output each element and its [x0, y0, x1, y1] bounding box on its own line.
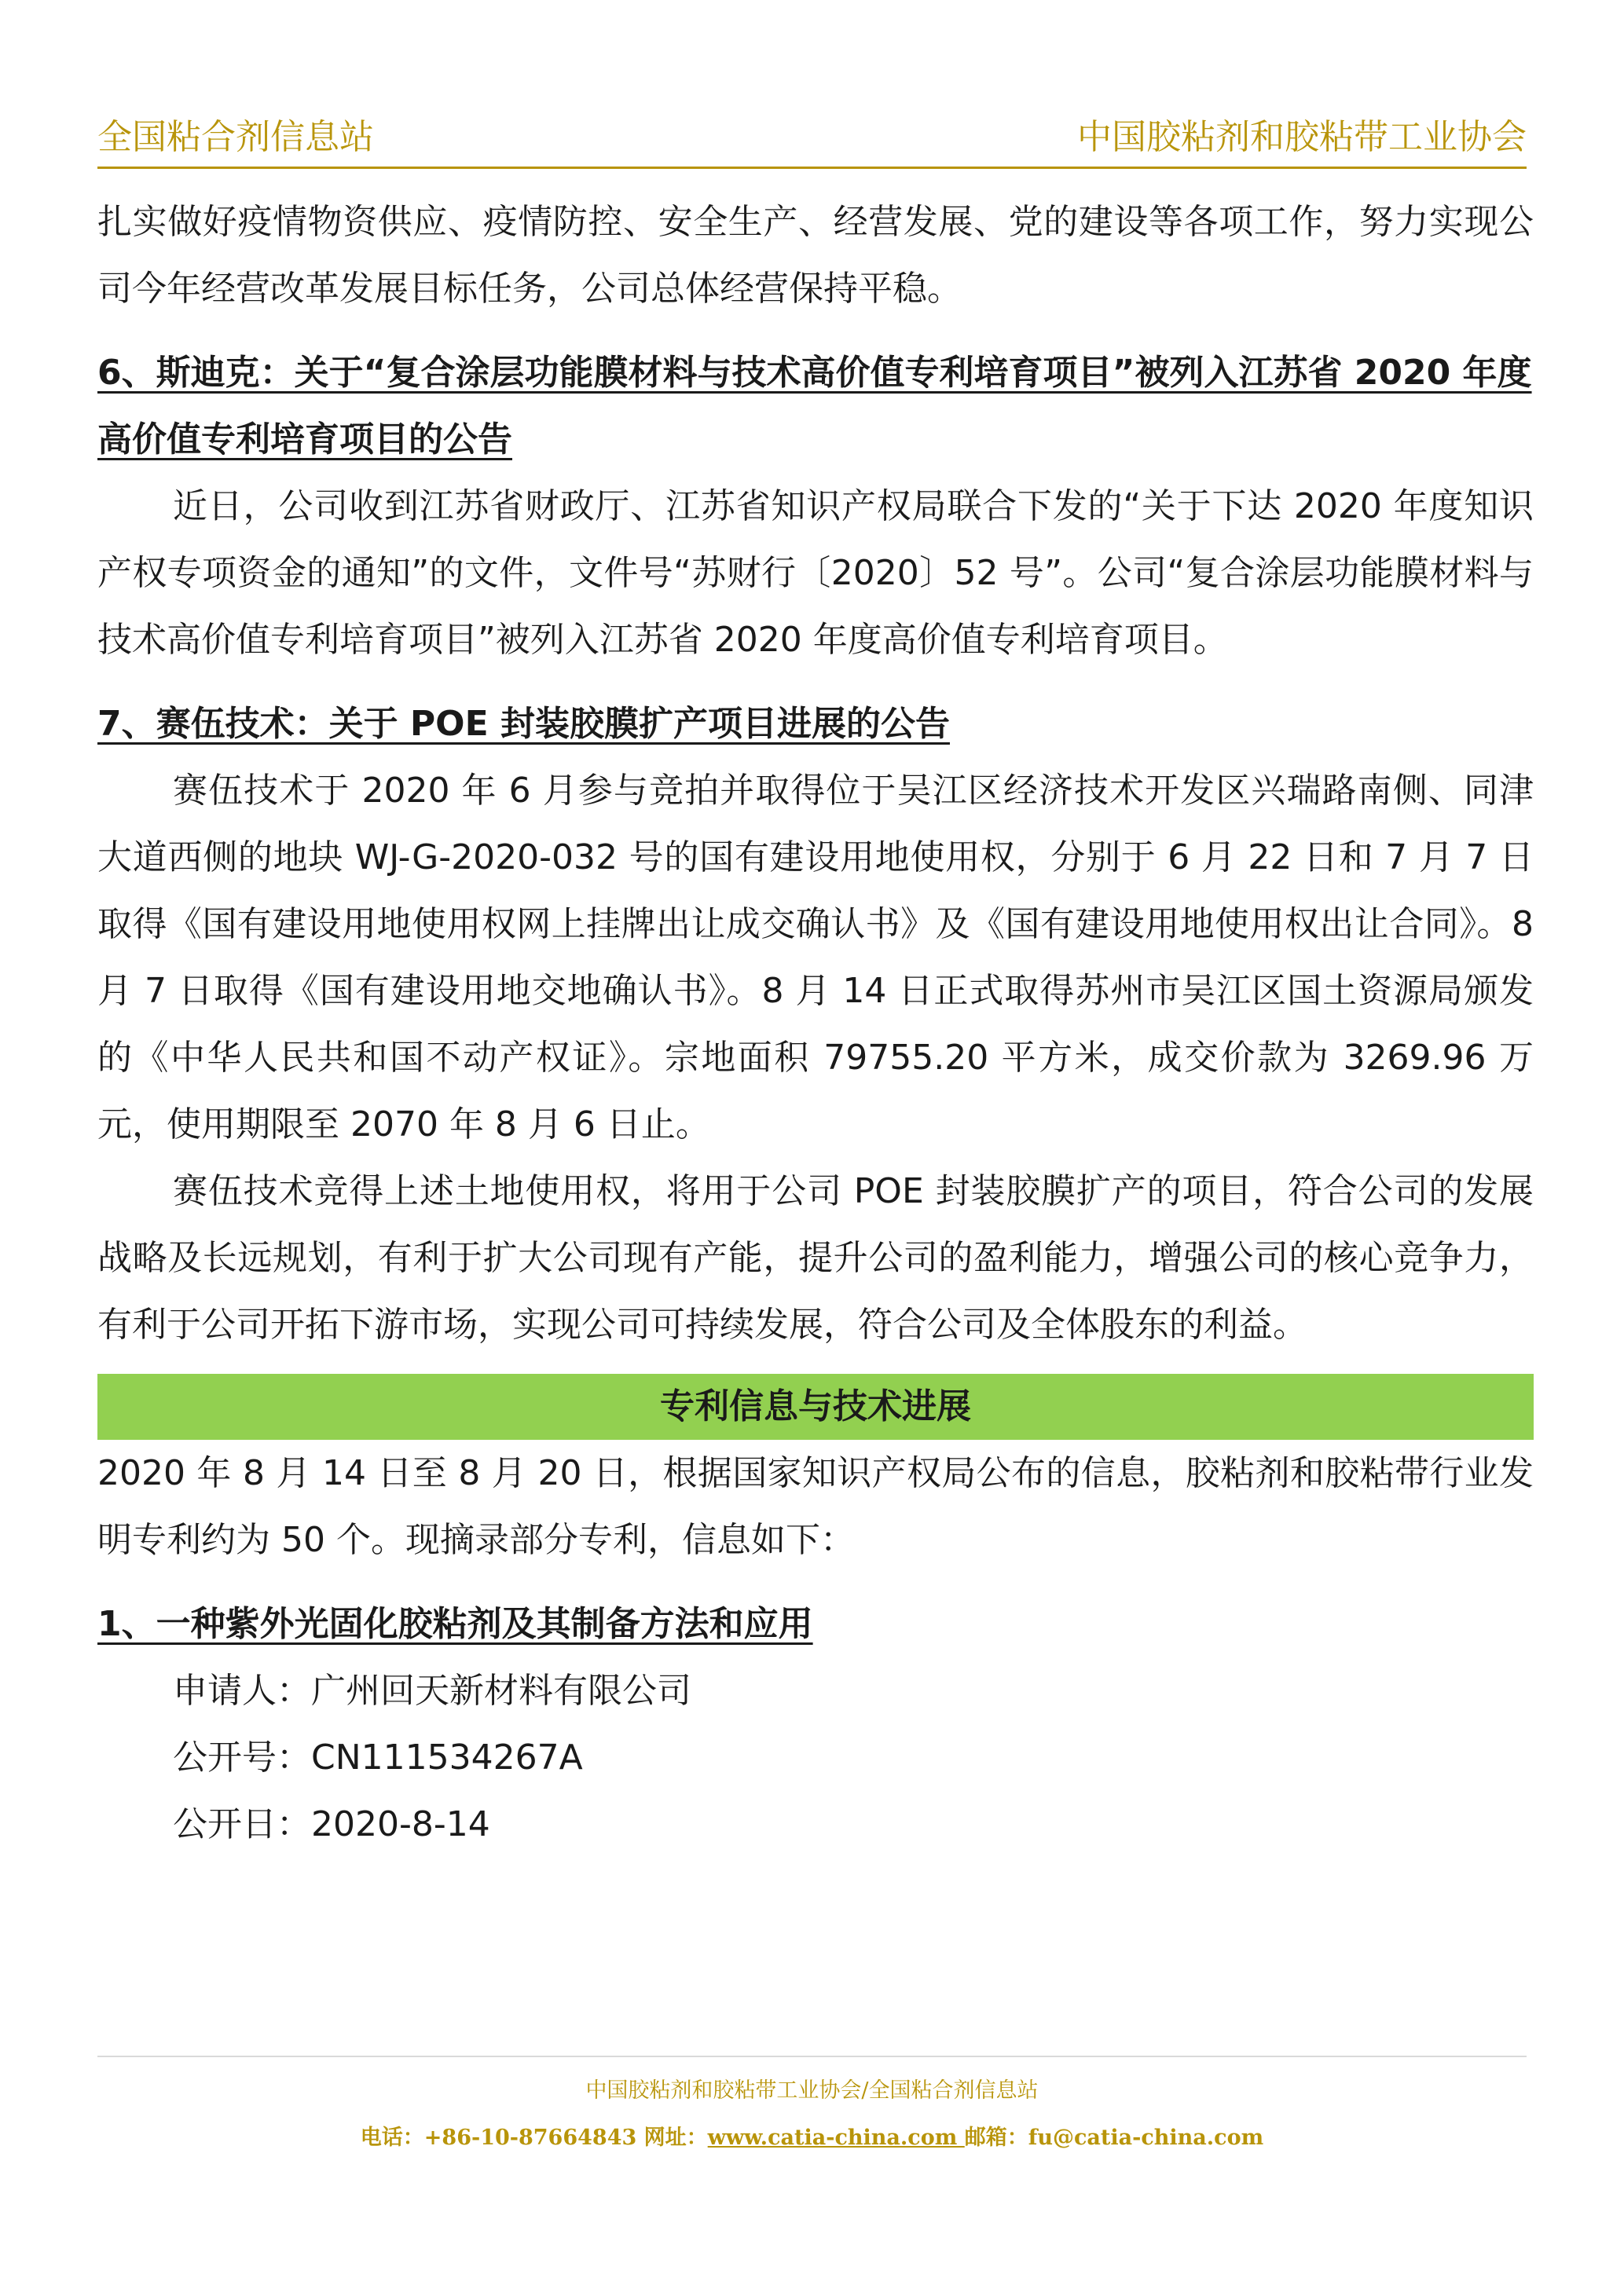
- item-6-heading: [97, 339, 1534, 473]
- item-6-body: 近日，公司收到江苏省财政厅、江苏省知识产权局联合下发的“关于下达 2020 年度知识产权专项资金的通知”的文件，文件号“苏财行〔2020〕52 号”。公司“复合涂层功能膜材料与技术高价值专利培育项目”被列入江苏省 2020 年度高价值专利培育项目。: [97, 486, 1534, 660]
- footer-email: 邮箱：fu@catia-china.com: [964, 2126, 1264, 2150]
- item-7-body-2: 赛伍技术竞得上述土地使用权，将用于公司 POE 封装胶膜扩产的项目，符合公司的发展战略及长远规划，有利于扩大公司现有产能，提升公司的盈利能力，增强公司的核心竞争力，有利于公司开拓下游市场，实现公司可持续发展，符合公司及全体股东的利益。: [97, 1171, 1534, 1345]
- header-right-title: 中国胶粘剂和胶粘带工业协会: [1077, 117, 1527, 157]
- item-7-heading: [97, 690, 1534, 757]
- patent-1-pub-number: 公开号：CN111534267A: [173, 1738, 583, 1778]
- patent-1-title: 1、一种紫外光固化胶粘剂及其制备方法和应用: [97, 1604, 813, 1644]
- intro-paragraph-tail: 扎实做好疫情物资供应、疫情防控、安全生产、经营发展、党的建设等各项工作，努力实现公司今年经营改革发展目标任务，公司总体经营保持平稳。: [97, 202, 1534, 309]
- item-7-title: 7、赛伍技术：关于 POE 封装胶膜扩产项目进展的公告: [97, 704, 950, 744]
- footer-organization: 中国胶粘剂和胶粘带工业协会/全国粘合剂信息站: [585, 2078, 1039, 2103]
- patent-1-pub-date: 公开日：2020-8-14: [173, 1804, 490, 1844]
- page-footer: [97, 2056, 1527, 2150]
- item-6-title: 6、斯迪克：关于“复合涂层功能膜材料与技术高价值专利培育项目”被列入江苏省 2020 年度高价值专利培育项目的公告: [97, 353, 1532, 460]
- patent-1-heading: [97, 1591, 1534, 1657]
- header-left-title: 全国粘合剂信息站: [97, 117, 374, 157]
- footer-phone: 电话：+86-10-87664843 网址：: [360, 2126, 708, 2150]
- section-banner: 专利信息与技术进展: [97, 1374, 1534, 1440]
- footer-contact: [97, 2120, 1527, 2151]
- patent-1-applicant: 申请人：广州回天新材料有限公司: [173, 1671, 691, 1711]
- item-7-body-1: 赛伍技术于 2020 年 6 月参与竞拍并取得位于吴江区经济技术开发区兴瑞路南侧、同津大道西侧的地块 WJ-G-2020-032 号的国有建设用地使用权，分别于 6 月 22 日和 7 月 7 日取得《国有建设用地使用权网上挂牌出让成交确认书》及《国有建设用地使用权出让合同》。8 月 7 日取得《国有建设用地交地确认书》。8 月 14 日正式取得苏州市吴江区国土资源局颁发的《中华人民共和国不动产权证》。宗地面积 79755.20 平方米，成交价款为 3269.96 万元，使用期限至 2070 年 8 月 6 日止。: [97, 771, 1534, 1144]
- page-content: [97, 189, 1534, 1858]
- footer-website-link[interactable]: www.catia-china.com: [707, 2126, 965, 2150]
- section-lead: 2020 年 8 月 14 日至 8 月 20 日，根据国家知识产权局公布的信息，胶粘剂和胶粘带行业发明专利约为 50 个。现摘录部分专利，信息如下：: [97, 1453, 1534, 1560]
- page-header: [97, 118, 1527, 169]
